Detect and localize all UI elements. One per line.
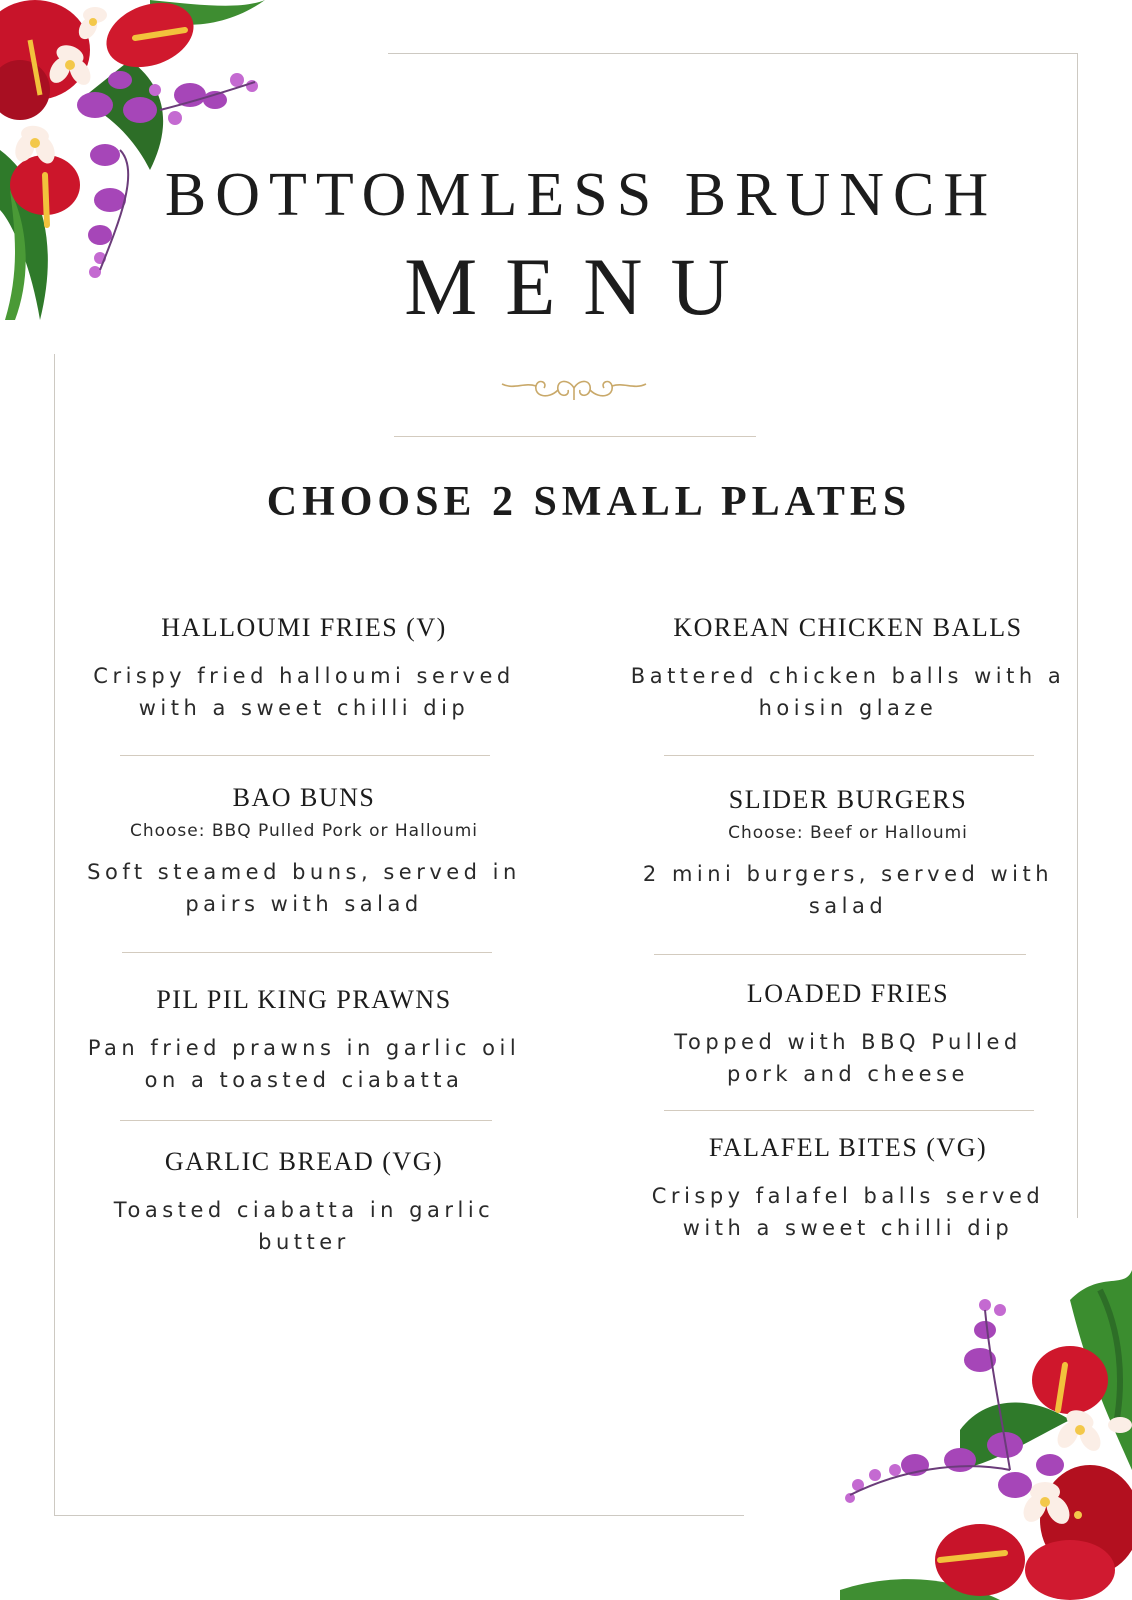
ornament-flourish-icon xyxy=(494,372,654,406)
item-divider xyxy=(654,954,1026,955)
item-divider xyxy=(664,755,1034,756)
item-name: PIL PIL KING PRAWNS xyxy=(156,985,452,1014)
item-description: Battered chicken balls with a hoisin glaze xyxy=(630,664,1066,720)
section-heading: CHOOSE 2 SMALL PLATES xyxy=(266,479,912,525)
menu-column-right xyxy=(612,612,1084,1252)
item-choice: Choose: Beef or Halloumi xyxy=(728,823,968,843)
menu-item xyxy=(612,1132,1084,1244)
item-name: HALLOUMI FRIES (V) xyxy=(161,613,447,642)
item-name: KOREAN CHICKEN BALLS xyxy=(673,613,1023,642)
menu-item xyxy=(54,1146,554,1258)
item-divider xyxy=(120,1120,492,1121)
item-name: FALAFEL BITES (VG) xyxy=(708,1133,988,1162)
item-divider xyxy=(664,1110,1034,1111)
menu-item xyxy=(54,612,554,724)
item-description: 2 mini burgers, served with salad xyxy=(642,862,1054,918)
item-choice: Choose: BBQ Pulled Pork or Halloumi xyxy=(129,821,478,841)
item-description: Topped with BBQ Pulled pork and cheese xyxy=(674,1030,1022,1086)
frame-top-line xyxy=(388,53,1078,54)
menu-title: BOTTOMLESS BRUNCH xyxy=(164,161,998,229)
item-description: Soft steamed buns, served in pairs with salad xyxy=(87,860,521,916)
item-description: Toasted ciabatta in garlic butter xyxy=(113,1198,495,1254)
menu-subtitle: MENU xyxy=(404,241,758,332)
item-divider xyxy=(122,952,492,953)
item-name: GARLIC BREAD (VG) xyxy=(164,1147,444,1176)
floral-decoration-bottom-right xyxy=(840,1270,1132,1600)
menu-item xyxy=(54,782,554,920)
menu-item xyxy=(54,984,554,1096)
menu-column-left xyxy=(54,612,554,1262)
item-divider xyxy=(120,755,490,756)
frame-bottom-line xyxy=(54,1515,744,1516)
item-name: BAO BUNS xyxy=(232,783,376,812)
section-divider xyxy=(394,436,756,437)
item-name: SLIDER BURGERS xyxy=(728,785,968,814)
menu-item xyxy=(612,978,1084,1090)
item-description: Pan fried prawns in garlic oil on a toasted ciabatta xyxy=(87,1036,521,1092)
item-name: LOADED FRIES xyxy=(746,979,950,1008)
item-description: Crispy falafel balls served with a sweet chilli dip xyxy=(651,1184,1045,1240)
menu-item xyxy=(612,784,1084,922)
menu-item xyxy=(612,612,1084,724)
item-description: Crispy fried halloumi served with a sweet chilli dip xyxy=(93,664,515,720)
